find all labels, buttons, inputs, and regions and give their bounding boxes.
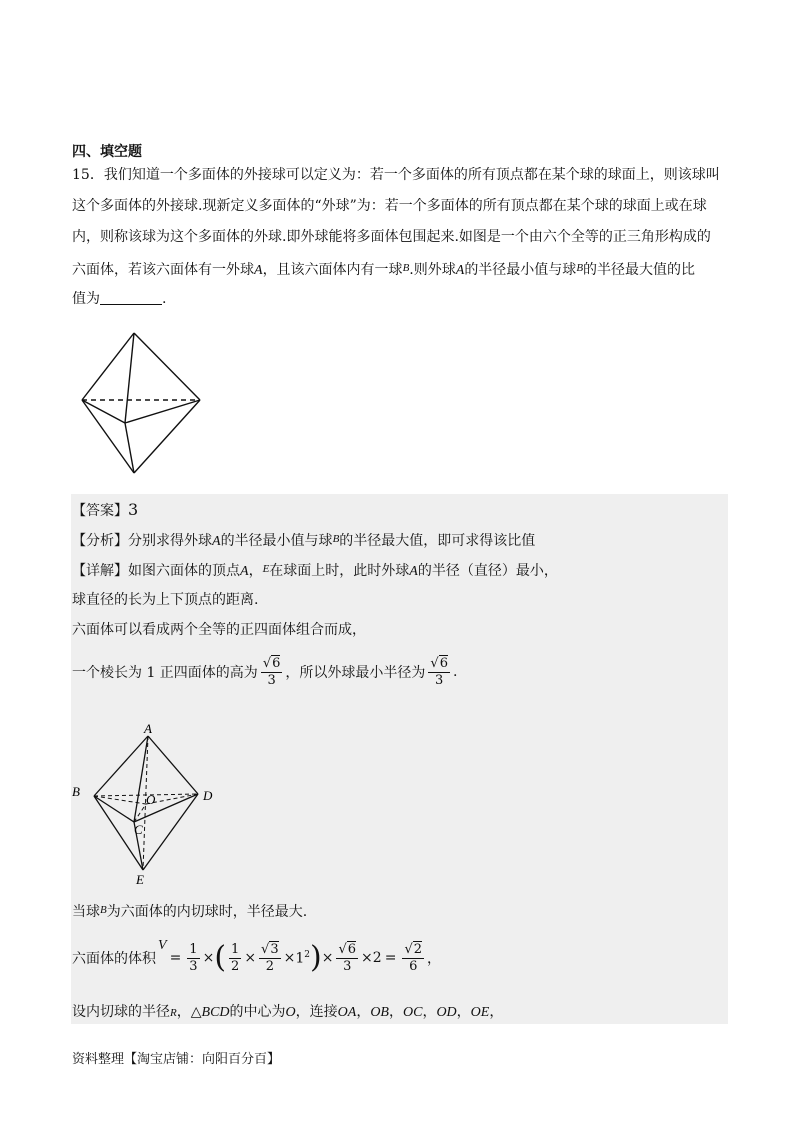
edge (134, 400, 200, 473)
times-4: × (321, 950, 334, 966)
fraction-height: $\frac{√6}{3}$ (262, 655, 281, 688)
var-r: R (170, 1007, 177, 1019)
problem-line-3: 内，则称该球为这个多面体的外球.即外球能将多面体包围起来.如图是一个由六个全等的正三角形构成的 (72, 229, 711, 245)
figure-hexahedron (78, 328, 206, 476)
seg-od: OD (436, 1005, 457, 1020)
volume-line (72, 930, 441, 986)
last-line (72, 1002, 503, 1023)
label-d: D (203, 788, 213, 803)
frac-sqrt3-2: $\frac{√3}{2}$ (261, 941, 279, 974)
times-1: × (202, 950, 215, 966)
problem-line-5-b: . (162, 291, 167, 307)
volume-label: 六面体的体积 (72, 951, 156, 967)
figure-labeled-hexahedron (66, 722, 226, 888)
answer-blank[interactable] (100, 290, 162, 305)
last-c: 的中心为 (229, 1004, 286, 1020)
problem-line-2: 这个多面体的外接球.现新定义多面体的“外球”为：若一个多面体的所有顶点都在某个球的球面上或在球 (72, 198, 707, 214)
seg-oa: OA (337, 1005, 357, 1020)
analysis-line (72, 529, 535, 552)
problem-line-4 (72, 258, 695, 281)
problem-line-1: 15．我们知道一个多面体的外接球可以定义为：若一个多面体的所有顶点都在某个球的球面上，则该球叫 (72, 167, 720, 183)
var-o: O (285, 1005, 296, 1020)
sqrt-6: 6 (272, 655, 281, 671)
when-var-b: B (100, 904, 107, 916)
comma-5: ， (489, 1004, 504, 1020)
detail-line-2: 球直径的长为上下顶点的距离. (72, 592, 259, 608)
times-5: × (361, 950, 373, 966)
label-e: E (136, 872, 144, 887)
detail-var-e: E (262, 563, 270, 575)
problem-line-5 (72, 289, 166, 309)
detail-4-c: . (452, 664, 458, 680)
var-b-2: B (576, 262, 584, 274)
problem-line-4-e: 的半径最大值的比 (583, 262, 696, 278)
paren-close: ) (310, 940, 322, 975)
detail-var-a-2: A (409, 564, 418, 579)
comma-2: ， (388, 1004, 403, 1020)
section-title: 四、填空题 (72, 144, 142, 160)
comma-1: ， (356, 1004, 371, 1020)
label-b: B (72, 784, 80, 799)
one-squared: $1^2$ (295, 949, 311, 967)
paren-open: ( (214, 940, 227, 975)
frac-1-2: $\frac{1}{2}$ (231, 941, 240, 974)
edge (82, 333, 134, 400)
last-d: ，连接 (295, 1004, 338, 1020)
problem-line-5-a: 值为 (72, 291, 100, 307)
problem-line-4-a: 六面体，若该六面体有一外球 (72, 262, 254, 278)
label-c: C (134, 822, 143, 837)
detail-1-a: 如图六面体的顶点 (128, 563, 240, 579)
edge (125, 333, 134, 423)
detail-label: 【详解】 (72, 563, 128, 579)
answer-line (72, 500, 138, 521)
seg-oe: OE (470, 1005, 490, 1020)
detail-4-a: 一个棱长为 1 正四面体的高为 (72, 665, 258, 681)
eq-1: = (169, 950, 182, 966)
detail-1-c: 在球面上时，此时外球 (269, 563, 410, 579)
var-a: A (254, 263, 263, 278)
times-2: × (244, 950, 257, 966)
detail-line-4 (72, 650, 457, 694)
edge (134, 333, 200, 400)
analysis-label: 【分析】 (72, 533, 128, 549)
detail-4-b: ，所以外球最小半径为 (285, 665, 426, 681)
last-a: 设内切球的半径 (72, 1004, 170, 1020)
problem-line-4-d: 的半径最小值与球 (464, 262, 577, 278)
detail-var-a: A (240, 564, 249, 579)
footer-text: 资料整理【淘宝店铺：向阳百分百】 (72, 1052, 281, 1067)
comma-3: ， (422, 1004, 437, 1020)
var-b: B (402, 262, 410, 274)
volume-end: ， (427, 951, 442, 967)
frac-sqrt6-3: $\frac{√6}{3}$ (338, 941, 357, 974)
eq-2: = (384, 950, 397, 966)
answer-label: 【答案】 (72, 503, 128, 519)
var-bcd: BCD (201, 1005, 230, 1020)
seg-oc: OC (402, 1005, 423, 1020)
times-3: × (283, 950, 296, 966)
detail-line-1 (72, 559, 558, 582)
edge (82, 400, 125, 423)
detail-line-3: 六面体可以看成两个全等的正四面体组合而成， (72, 622, 366, 638)
detail-1-d: 的半径（直径）最小， (417, 563, 558, 579)
two-factor: 2 (372, 950, 382, 966)
analysis-b: 的半径最小值与球 (220, 533, 333, 549)
label-o: O (146, 792, 156, 807)
when-a: 当球 (72, 904, 100, 920)
problem-line-4-c: .则外球 (409, 262, 456, 278)
edge-ad (148, 736, 198, 794)
analysis-a: 分别求得外球 (128, 533, 212, 549)
when-line (72, 900, 307, 922)
seg-ob: OB (370, 1005, 389, 1020)
denominator-3: 3 (267, 672, 276, 688)
label-a: A (144, 722, 152, 736)
denominator-3-b: 3 (435, 672, 444, 688)
last-b: ，△ (176, 1004, 202, 1020)
analysis-var-a: A (212, 534, 221, 549)
detail-1-b: ， (248, 563, 263, 579)
answer-value: 3 (128, 500, 139, 519)
sqrt-6-b: 6 (439, 655, 448, 671)
fraction-min-radius: $\frac{√6}{3}$ (430, 655, 448, 688)
var-a-2: A (455, 263, 465, 278)
when-b: 为六面体的内切球时，半径最大. (106, 904, 308, 920)
analysis-c: 的半径最大值，即可求得该比值 (339, 533, 536, 549)
frac-sqrt2-6: $\frac{√2}{6}$ (404, 941, 423, 974)
analysis-var-b: B (332, 533, 340, 545)
edge-bc (94, 796, 134, 822)
comma-4: ， (456, 1004, 471, 1020)
problem-line-4-b: ，且该六面体内有一球 (262, 262, 403, 278)
volume-v: V (158, 938, 167, 953)
frac-1-3: $\frac{1}{3}$ (189, 941, 198, 974)
